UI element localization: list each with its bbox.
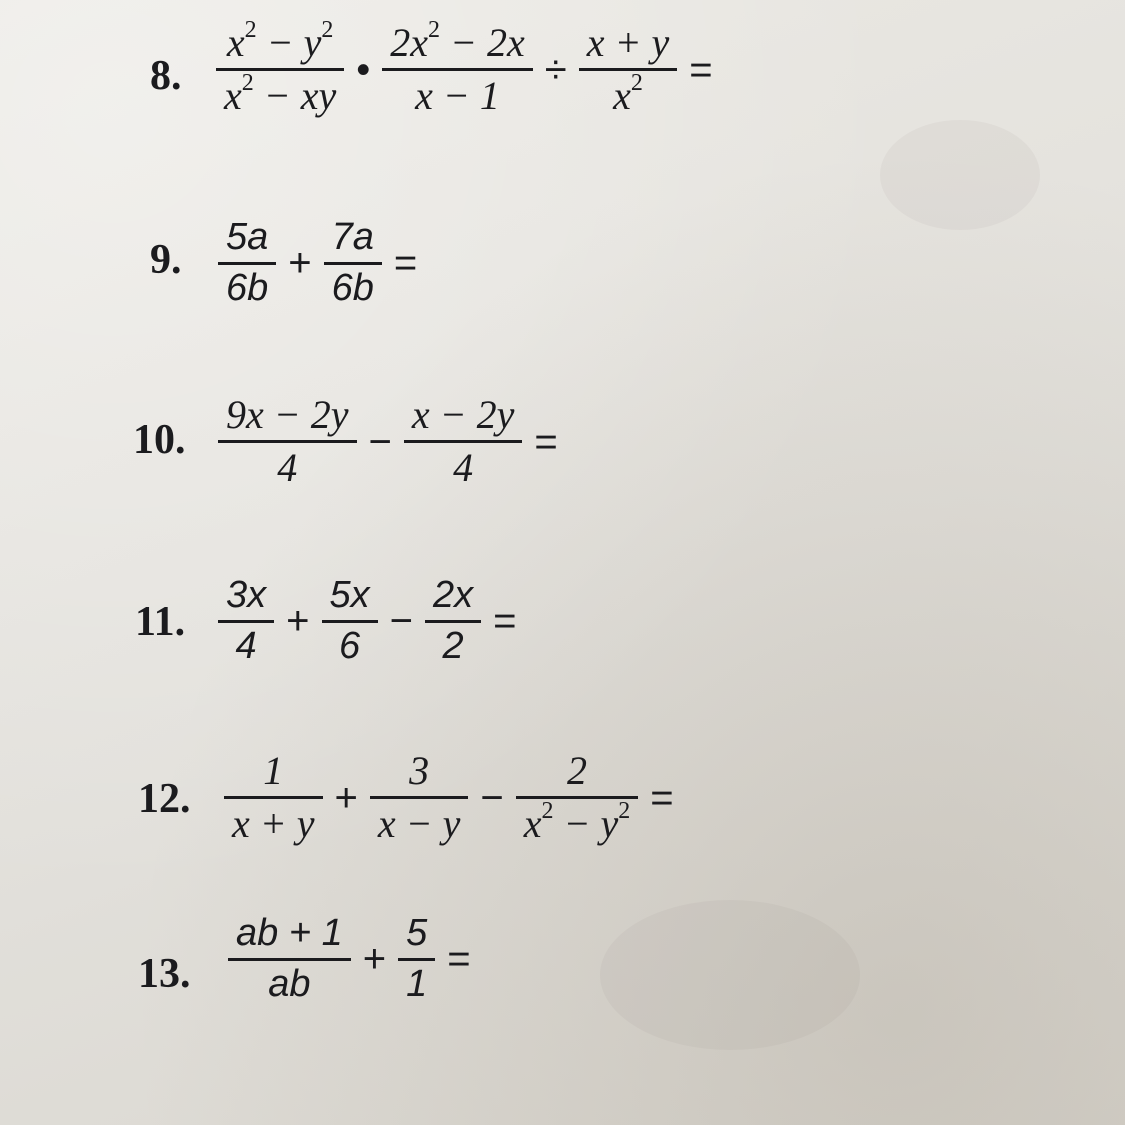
denominator xyxy=(269,447,305,489)
operator: = xyxy=(493,599,517,644)
operator: = xyxy=(650,775,674,820)
operator: + xyxy=(286,599,310,644)
fraction-bar xyxy=(322,620,378,623)
denominator xyxy=(228,624,265,667)
numerator xyxy=(579,22,678,64)
fraction-bar xyxy=(324,262,382,265)
denominator xyxy=(516,797,639,846)
fraction-bar xyxy=(579,68,678,71)
operator: = xyxy=(447,937,471,982)
problem-13-expression xyxy=(222,914,477,1005)
numerator xyxy=(398,914,435,954)
expression-text: 7a xyxy=(331,216,374,258)
numerator xyxy=(401,750,437,792)
denominator xyxy=(216,69,344,118)
expression-text: x − 1 xyxy=(415,73,500,118)
fraction xyxy=(425,576,481,667)
fraction xyxy=(579,22,678,117)
expression-text: 6b xyxy=(226,266,269,309)
denominator xyxy=(370,803,469,845)
fraction-bar xyxy=(382,68,533,71)
numerator xyxy=(255,750,291,792)
expression-text: − 2x xyxy=(440,20,525,65)
fraction-bar xyxy=(224,796,323,799)
expression-text: ab xyxy=(268,962,311,1005)
operator: • xyxy=(356,47,371,92)
paper-stain xyxy=(600,900,860,1050)
expression-text: 5x xyxy=(329,574,370,616)
fraction xyxy=(228,914,351,1005)
numerator xyxy=(219,16,342,65)
expression-text: 1 xyxy=(263,748,284,793)
operator: + xyxy=(362,937,387,982)
operator: ÷ xyxy=(544,47,567,92)
operator: + xyxy=(334,775,358,820)
exponent: 2 xyxy=(241,69,254,96)
fraction xyxy=(370,750,469,845)
problem-number: 11. xyxy=(135,599,186,645)
operator: = xyxy=(689,47,713,92)
fraction xyxy=(216,16,344,118)
numerator xyxy=(559,750,595,792)
problem-number: 13. xyxy=(138,951,191,997)
denominator xyxy=(331,624,368,667)
fraction xyxy=(322,576,378,667)
fraction-bar xyxy=(370,796,469,799)
fraction xyxy=(398,914,435,1005)
numerator xyxy=(404,394,523,436)
expression-text: 3x xyxy=(226,574,267,616)
problem-12-expression xyxy=(218,750,680,845)
fraction-bar xyxy=(216,68,344,71)
exponent: 2 xyxy=(321,16,334,43)
operator: − xyxy=(368,419,392,464)
fraction xyxy=(218,218,276,309)
denominator xyxy=(398,962,435,1005)
denominator xyxy=(407,75,508,117)
expression-text: − xy xyxy=(253,73,337,118)
problem-11-expression xyxy=(212,576,523,667)
fraction xyxy=(224,750,323,845)
expression-text: − y xyxy=(256,20,322,65)
expression-text: 2x xyxy=(390,20,429,65)
expression-text: x + y xyxy=(232,801,315,846)
expression-text: x xyxy=(224,73,242,118)
denominator xyxy=(324,266,382,309)
problem-number: 10. xyxy=(133,417,186,463)
operator: − xyxy=(480,775,504,820)
exponent: 2 xyxy=(630,69,643,96)
expression-text: ab + 1 xyxy=(236,912,343,954)
denominator xyxy=(218,266,276,309)
denominator xyxy=(605,69,651,118)
expression-text: 5a xyxy=(226,216,269,258)
problem-number: 12. xyxy=(138,776,191,822)
expression-text: x xyxy=(226,20,245,65)
expression-text: 9x − 2y xyxy=(226,392,349,437)
fraction xyxy=(382,16,533,118)
numerator xyxy=(425,576,481,616)
numerator xyxy=(218,394,357,436)
expression-text: − y xyxy=(553,801,619,846)
denominator xyxy=(435,624,472,667)
expression-text: 6 xyxy=(339,624,361,667)
expression-text: x − y xyxy=(377,801,461,846)
exponent: 2 xyxy=(428,16,441,43)
numerator xyxy=(228,914,351,954)
paper-stain xyxy=(880,120,1040,230)
denominator xyxy=(260,962,318,1005)
numerator xyxy=(382,16,533,65)
expression-text: 2 xyxy=(442,624,464,667)
fraction-bar xyxy=(404,440,523,443)
problem-8-expression xyxy=(210,16,719,118)
numerator xyxy=(218,576,274,616)
expression-text: 2 xyxy=(566,748,587,793)
problem-number: 8. xyxy=(150,53,182,99)
problem-9-expression xyxy=(212,218,423,309)
expression-text: 1 xyxy=(406,962,428,1005)
exponent: 2 xyxy=(244,16,257,43)
denominator xyxy=(224,803,323,845)
fraction-bar xyxy=(228,958,351,961)
expression-text: x − 2y xyxy=(411,392,515,437)
operator: + xyxy=(288,241,312,286)
exponent: 2 xyxy=(541,797,554,824)
fraction xyxy=(218,576,274,667)
expression-text: x xyxy=(613,73,631,118)
fraction xyxy=(324,218,382,309)
expression-text: 4 xyxy=(453,445,474,490)
numerator xyxy=(324,218,382,258)
fraction xyxy=(218,394,357,489)
expression-text: 6b xyxy=(331,266,374,309)
fraction-bar xyxy=(218,620,274,623)
numerator xyxy=(218,218,276,258)
problem-number: 9. xyxy=(150,237,182,283)
expression-text: x xyxy=(523,801,542,846)
exponent: 2 xyxy=(618,797,631,824)
expression-text: 4 xyxy=(277,445,298,490)
operator: = xyxy=(393,241,418,286)
expression-text: x + y xyxy=(586,20,670,65)
denominator xyxy=(445,447,481,489)
operator: − xyxy=(389,599,413,644)
expression-text: 4 xyxy=(235,624,257,667)
fraction-bar xyxy=(218,262,276,265)
fraction-bar xyxy=(218,440,357,443)
numerator xyxy=(322,576,378,616)
fraction xyxy=(516,750,639,845)
problem-10-expression xyxy=(212,394,564,489)
fraction-bar xyxy=(425,620,481,623)
expression-text: 3 xyxy=(409,748,430,793)
expression-text: 5 xyxy=(406,912,428,954)
fraction-bar xyxy=(398,958,435,961)
fraction xyxy=(404,394,523,489)
expression-text: 2x xyxy=(433,574,474,616)
operator: = xyxy=(534,419,558,464)
